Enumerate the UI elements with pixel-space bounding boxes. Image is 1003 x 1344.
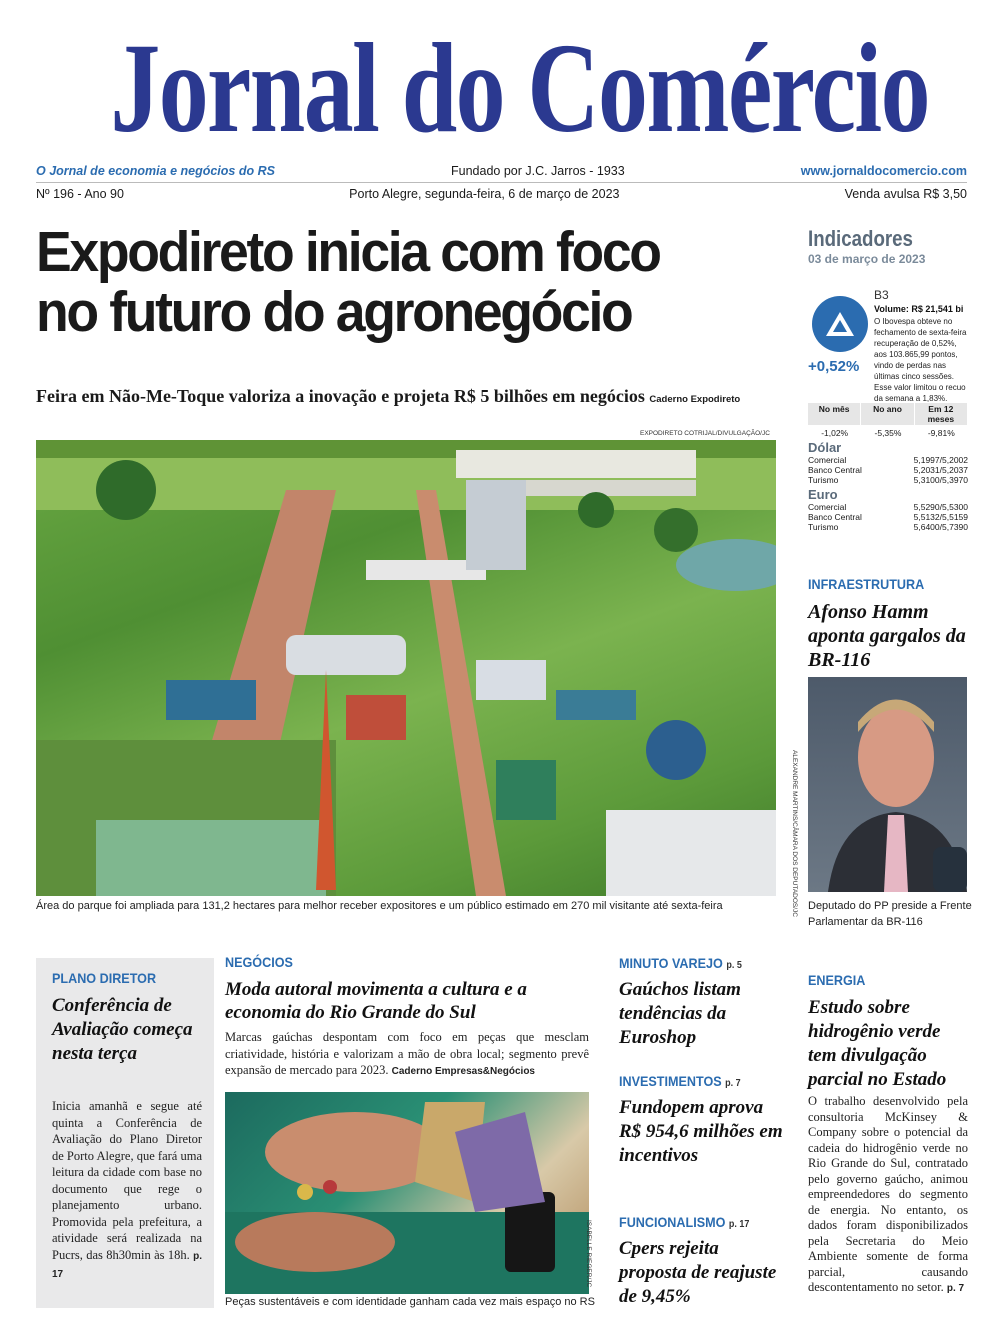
invest-page: p. 7 bbox=[725, 1078, 741, 1089]
dolar-block bbox=[808, 440, 968, 485]
plano-headline[interactable]: Conferência de Avaliação começa nesta terça bbox=[52, 995, 193, 1064]
period-month-value: -1,02% bbox=[821, 428, 849, 438]
dolar-row-value: 5,3100/5,3970 bbox=[913, 475, 968, 485]
energia-kicker[interactable]: ENERGIA bbox=[808, 972, 866, 988]
varejo-kicker-label: MINUTO VAREJO bbox=[619, 955, 723, 971]
euro-row-label: Banco Central bbox=[808, 512, 862, 522]
lead-headline-line1: Expodireto inicia com foco bbox=[36, 220, 660, 284]
negocios-photo[interactable] bbox=[225, 1092, 589, 1294]
masthead-logo[interactable]: Jornal do Comércio bbox=[110, 17, 929, 159]
lead-photo[interactable] bbox=[36, 440, 776, 896]
varejo-kicker[interactable] bbox=[619, 955, 742, 971]
dolar-row-value: 5,1997/5,2002 bbox=[913, 455, 968, 465]
indicators-panel bbox=[808, 226, 968, 403]
indicators-date: 03 de março de 2023 bbox=[808, 252, 926, 266]
euro-title: Euro bbox=[808, 487, 838, 502]
plano-ref[interactable]: p. 17 bbox=[52, 1250, 202, 1280]
period-year-value: -5,35% bbox=[874, 428, 902, 438]
dolar-row-label: Banco Central bbox=[808, 465, 862, 475]
energia-ref[interactable]: p. 7 bbox=[946, 1283, 965, 1294]
plano-body-text: Inicia amanhã e segue até quinta a Conferência de Avaliação do Plano Diretor de Porto Alegre, que fará uma leitura da cidade com base no documento que rege o planejamento urbano. Promovida pela prefeitura, a atividade será realizada na Pucrs, das 8h30min às 18h. bbox=[52, 1099, 202, 1262]
dolar-row bbox=[808, 475, 968, 485]
euro-row bbox=[808, 512, 968, 522]
b3-text: O Ibovespa obteve no fechamento de sexta-feira recuperação de 0,52%, aos 103.865,99 pontos, vindo de perdas nas últimas cinco sessões. Esse valor limitou o recuo da semana a 1,83%. bbox=[874, 317, 967, 403]
tagline: O Jornal de economia e negócios do RS bbox=[36, 164, 275, 178]
dolar-row bbox=[808, 465, 968, 475]
func-kicker[interactable] bbox=[619, 1214, 749, 1230]
website-link[interactable]: www.jornaldocomercio.com bbox=[800, 164, 967, 178]
dolar-row bbox=[808, 455, 968, 465]
negocios-body bbox=[225, 1029, 589, 1081]
dolar-row-label: Comercial bbox=[808, 455, 847, 465]
invest-kicker[interactable] bbox=[619, 1073, 741, 1089]
func-page: p. 17 bbox=[728, 1219, 750, 1230]
dateline: Porto Alegre, segunda-feira, 6 de março de 2023 bbox=[349, 187, 620, 201]
infra-headline[interactable]: Afonso Hamm aponta gargalos da BR-116 bbox=[808, 601, 966, 671]
infra-caption: Deputado do PP preside a Frente Parlamentar da BR-116 bbox=[808, 900, 972, 928]
negocios-kicker[interactable]: NEGÓCIOS bbox=[225, 954, 293, 970]
lead-photo-caption: Área do parque foi ampliada para 131,2 hectares para melhor receber expositores e um público estimado em 270 mil visitante até sexta-feira bbox=[36, 900, 723, 912]
price: Venda avulsa R$ 3,50 bbox=[844, 187, 967, 201]
dolar-title: Dólar bbox=[808, 440, 842, 455]
plano-kicker[interactable]: PLANO DIRETOR bbox=[52, 970, 157, 986]
euro-row-label: Turismo bbox=[808, 522, 839, 532]
func-kicker-label: FUNCIONALISMO bbox=[619, 1214, 726, 1230]
euro-row-label: Comercial bbox=[808, 502, 847, 512]
b3-change: +0,52% bbox=[808, 358, 860, 375]
plano-body bbox=[52, 1098, 202, 1284]
period-year-label: No ano bbox=[861, 403, 913, 425]
negocios-ref[interactable]: Caderno Empresas&Negócios bbox=[391, 1066, 535, 1077]
lead-subhead-ref[interactable]: Caderno Expodireto bbox=[649, 394, 741, 405]
period-12m-value: -9,81% bbox=[927, 428, 955, 438]
divider bbox=[36, 182, 967, 183]
b3-block bbox=[808, 266, 968, 403]
edition-strip bbox=[36, 187, 967, 201]
negocios-photo-credit: ISABELLE RIEGER/JC bbox=[585, 1220, 592, 1288]
period-month-label: No mês bbox=[808, 403, 860, 425]
lead-photo-credit: EXPODIRETO COTRIJAL/DIVULGAÇÃO/JC bbox=[640, 430, 770, 437]
invest-kicker-label: INVESTIMENTOS bbox=[619, 1073, 722, 1089]
ibovespa-periods-table bbox=[808, 403, 968, 441]
varejo-headline[interactable]: Gaúchos listam tendências da Euroshop bbox=[619, 979, 741, 1048]
lead-subhead bbox=[36, 386, 776, 407]
euro-row-value: 5,5132/5,5159 bbox=[913, 512, 968, 522]
euro-row-value: 5,6400/5,7390 bbox=[913, 522, 968, 532]
portrait-illustration bbox=[808, 677, 967, 892]
expo-aerial-illustration bbox=[36, 440, 776, 896]
euro-row-value: 5,5290/5,5300 bbox=[913, 502, 968, 512]
negocios-body-text: Marcas gaúchas despontam com foco em peças que mesclam criatividade, história e valorizam a mão de obra local; segmento prevê expansão de mercado para 2023. bbox=[225, 1030, 589, 1077]
lead-headline[interactable] bbox=[36, 222, 750, 342]
invest-headline[interactable]: Fundopem aprova R$ 954,6 milhões em incentivos bbox=[619, 1097, 783, 1166]
varejo-page: p. 5 bbox=[726, 960, 742, 971]
indicators-title: Indicadores bbox=[808, 226, 913, 251]
lead-subhead-text: Feira em Não-Me-Toque valoriza a inovação e projeta R$ 5 bilhões em negócios bbox=[36, 386, 645, 406]
b3-label: B3 bbox=[874, 288, 889, 302]
infra-photo-credit: ALEXANDRE MARTINS/CÂMARA DOS DEPUTADOS/JC bbox=[791, 750, 798, 917]
energia-body bbox=[808, 1094, 968, 1297]
masthead-info-strip bbox=[36, 164, 967, 178]
func-headline[interactable]: Cpers rejeita proposta de reajuste de 9,45% bbox=[619, 1238, 777, 1307]
dolar-row-label: Turismo bbox=[808, 475, 839, 485]
founded-line: Fundado por J.C. Jarros - 1933 bbox=[451, 164, 625, 178]
b3-up-icon bbox=[812, 296, 868, 352]
euro-block bbox=[808, 487, 968, 532]
b3-volume: Volume: R$ 21,541 bi bbox=[874, 304, 964, 314]
energia-body-text: O trabalho desenvolvido pela consultoria McKinsey & Company sobre o potencial da cadeia do hidrogênio verde no Rio Grande do Sul, contratado pelo governo gaúcho, animou empreendedores do segmento de energia. No entanto, os dados foram disponibilizados pela Secretaria do Meio Ambiente somente de forma parcial, causando descontentamento no setor. bbox=[808, 1094, 968, 1294]
negocios-caption: Peças sustentáveis e com identidade ganham cada vez mais espaço no RS bbox=[225, 1296, 595, 1308]
lead-headline-line2: no futuro do agronegócio bbox=[36, 280, 632, 344]
dolar-row-value: 5,2031/5,2037 bbox=[913, 465, 968, 475]
infra-kicker[interactable]: INFRAESTRUTURA bbox=[808, 576, 925, 592]
energia-headline[interactable]: Estudo sobre hidrogênio verde tem divulgação parcial no Estado bbox=[808, 997, 947, 1090]
issue-number: Nº 196 - Ano 90 bbox=[36, 187, 124, 201]
euro-row bbox=[808, 522, 968, 532]
negocios-headline[interactable]: Moda autoral movimenta a cultura e a economia do Rio Grande do Sul bbox=[225, 979, 527, 1023]
euro-row bbox=[808, 502, 968, 512]
crafts-illustration bbox=[225, 1092, 589, 1294]
period-12m-label: Em 12 meses bbox=[915, 403, 967, 425]
infra-photo[interactable] bbox=[808, 677, 967, 892]
